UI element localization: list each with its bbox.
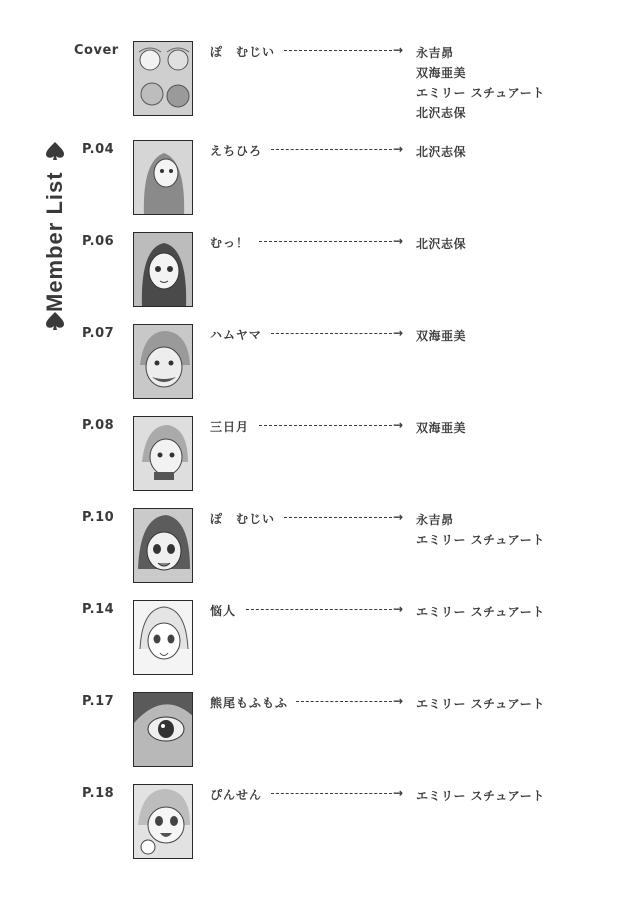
entry-p04 [0, 140, 637, 220]
member-name: エミリー スチュアート [416, 86, 545, 100]
leader-line [271, 333, 392, 334]
thumbnail-p14 [133, 600, 193, 675]
member-name: 永吉昴 [416, 513, 454, 527]
entry-p10 [0, 508, 637, 588]
artist-name: ぽ むじい [210, 512, 276, 526]
page-label: P.04 [82, 142, 115, 157]
leader-line [296, 701, 392, 702]
thumbnail-p06 [133, 232, 193, 307]
arrow-icon: → [393, 510, 404, 524]
arrow-icon: → [393, 43, 404, 57]
member-name: 双海亜美 [416, 329, 467, 343]
member-name: エミリー スチュアート [416, 697, 545, 711]
member-name: エミリー スチュアート [416, 605, 545, 619]
artist-name: ぽ むじい [210, 45, 276, 59]
leader-line [271, 793, 392, 794]
entry-p18 [0, 784, 637, 864]
thumbnail-p17 [133, 692, 193, 767]
member-list [416, 43, 545, 123]
entry-cover [0, 41, 637, 121]
page-label: P.10 [82, 510, 115, 525]
arrow-icon: → [393, 602, 404, 616]
leader-line [284, 517, 392, 518]
page-label: P.06 [82, 234, 115, 249]
page-label: P.18 [82, 786, 115, 801]
member-name: エミリー スチュアート [416, 533, 545, 547]
arrow-icon: → [393, 326, 404, 340]
entry-p08 [0, 416, 637, 496]
member-name: 北沢志保 [416, 106, 467, 120]
member-name: エミリー スチュアート [416, 789, 545, 803]
entry-p14 [0, 600, 637, 680]
page-label: Cover [74, 43, 119, 58]
member-list [416, 602, 545, 622]
page-label: P.08 [82, 418, 115, 433]
artist-name: ぴんせん [210, 788, 263, 802]
arrow-icon: → [393, 786, 404, 800]
member-list-title-text: Member List [42, 171, 67, 312]
member-list [416, 510, 545, 550]
thumbnail-p07 [133, 324, 193, 399]
artist-name: 熊尾もふもふ [210, 696, 289, 710]
artist-name: えちひろ [210, 144, 263, 158]
member-list [416, 694, 545, 714]
leader-line [284, 50, 392, 51]
artist-name: 三日月 [210, 420, 250, 434]
arrow-icon: → [393, 418, 404, 432]
arrow-icon: → [393, 694, 404, 708]
member-list [416, 326, 466, 346]
page-label: P.14 [82, 602, 115, 617]
artist-name: 悩人 [210, 604, 237, 618]
thumbnail-p08 [133, 416, 193, 491]
member-list [416, 786, 545, 806]
member-list [416, 418, 466, 438]
entry-p07 [0, 324, 637, 404]
arrow-icon: → [393, 142, 404, 156]
leader-line [271, 149, 392, 150]
entry-p06 [0, 232, 637, 312]
artist-name: ハムヤマ [210, 328, 262, 342]
member-name: 双海亜美 [416, 421, 467, 435]
leader-line [259, 425, 392, 426]
thumbnail-p18 [133, 784, 193, 859]
member-list [416, 234, 466, 254]
arrow-icon: → [393, 234, 404, 248]
page-label: P.17 [82, 694, 115, 709]
entry-p17 [0, 692, 637, 772]
member-list [416, 142, 466, 162]
thumbnail-cover [133, 41, 193, 116]
thumbnail-p04 [133, 140, 193, 215]
member-name: 北沢志保 [416, 145, 467, 159]
member-name: 北沢志保 [416, 237, 467, 251]
member-name: 永吉昴 [416, 46, 454, 60]
member-name: 双海亜美 [416, 66, 467, 80]
page-label: P.07 [82, 326, 115, 341]
thumbnail-p10 [133, 508, 193, 583]
leader-line [246, 609, 392, 610]
artist-name: むっ！ [210, 236, 250, 250]
leader-line [259, 241, 392, 242]
